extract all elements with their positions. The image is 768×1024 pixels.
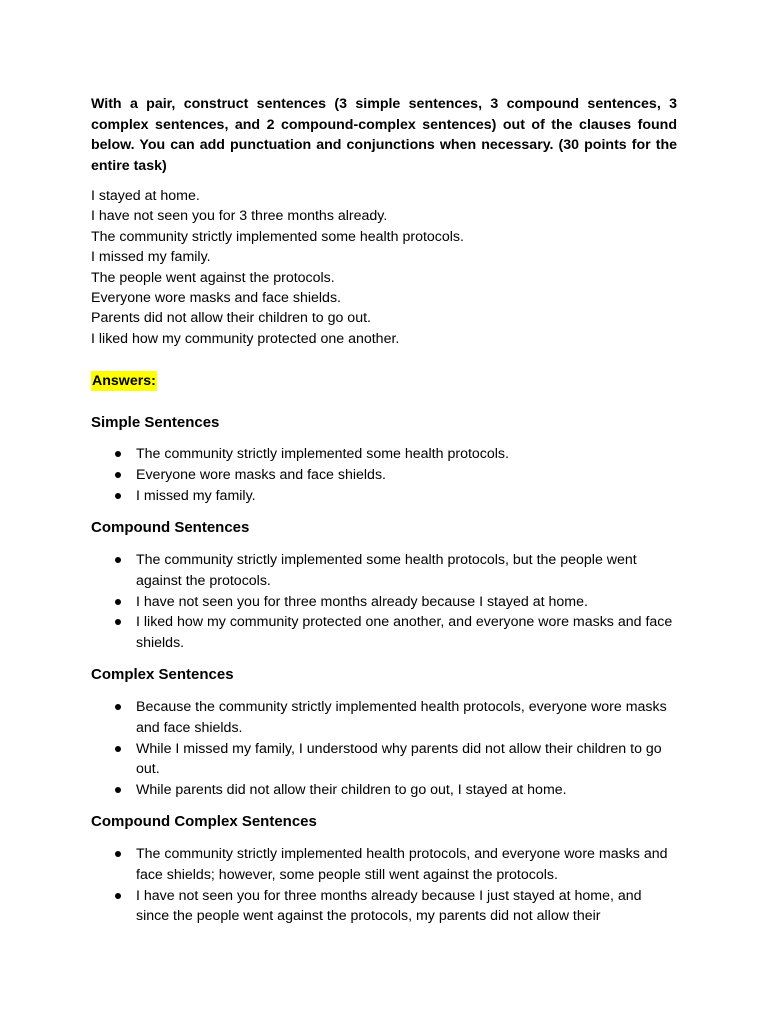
- list-item-text: I have not seen you for three months already because I stayed at home.: [136, 593, 588, 610]
- list-item-text: Everyone wore masks and face shields.: [136, 466, 386, 483]
- list-item: [91, 886, 677, 928]
- clause-item: I have not seen you for 3 three months already.: [91, 208, 388, 225]
- clause-item: I liked how my community protected one another.: [91, 330, 400, 347]
- answers-label: Answers:: [92, 373, 156, 389]
- list-item: [91, 844, 677, 886]
- clause-list: [91, 186, 677, 349]
- list-item: [91, 739, 677, 781]
- section-heading-complex: Complex Sentences: [91, 666, 234, 683]
- clause-item: I stayed at home.: [91, 188, 200, 204]
- bullet-icon: [115, 704, 121, 710]
- bullet-icon: [115, 893, 121, 899]
- list-item: [91, 612, 677, 654]
- bullet-icon: [115, 451, 121, 457]
- list-item-text: While parents did not allow their children to go out, I stayed at home.: [136, 782, 567, 799]
- list-item: [91, 550, 677, 592]
- compound-complex-sentences-list: [91, 844, 677, 927]
- complex-sentences-list: [91, 697, 677, 801]
- bullet-icon: [115, 787, 121, 793]
- list-item-text: The community strictly implemented health protocols, and everyone wore masks and face shields; however, some people still went against the protocols.: [136, 846, 668, 883]
- list-item: [91, 465, 677, 486]
- bullet-icon: [115, 851, 121, 857]
- list-item-text: I have not seen you for three months already because I just stayed at home, and since the people went against the protocols, my parents did not allow their: [136, 887, 642, 925]
- clause-item: I missed my family.: [91, 249, 211, 266]
- list-item-text: I missed my family.: [136, 487, 256, 504]
- bullet-icon: [115, 493, 121, 499]
- bullet-icon: [115, 599, 121, 605]
- clause-item: The people went against the protocols.: [91, 269, 335, 286]
- section-heading-simple: Simple Sentences: [91, 414, 220, 431]
- bullet-icon: [115, 619, 121, 625]
- list-item: [91, 486, 677, 507]
- list-item-text: Because the community strictly implemented health protocols, everyone wore masks and face shields.: [136, 699, 667, 736]
- list-item: [91, 697, 677, 739]
- bullet-icon: [115, 557, 121, 563]
- clause-item: Everyone wore masks and face shields.: [91, 289, 341, 306]
- bullet-icon: [115, 472, 121, 478]
- clause-item: Parents did not allow their children to go out.: [91, 310, 371, 327]
- clause-item: The community strictly implemented some health protocols.: [91, 228, 464, 245]
- list-item: [91, 780, 677, 801]
- section-heading-compound-complex: Compound Complex Sentences: [91, 813, 317, 830]
- list-item-text: The community strictly implemented some health protocols, but the people went against the protocols.: [136, 552, 637, 589]
- bullet-icon: [115, 746, 121, 752]
- list-item-text: I liked how my community protected one another, and everyone wore masks and face shields.: [136, 614, 673, 652]
- simple-sentences-list: [91, 444, 677, 506]
- list-item-text: While I missed my family, I understood why parents did not allow their children to go out.: [136, 740, 662, 778]
- compound-sentences-list: [91, 550, 677, 654]
- list-item: [91, 444, 677, 465]
- list-item: [91, 592, 677, 613]
- task-instructions: With a pair, construct sentences (3 simple sentences, 3 compound sentences, 3 complex sentences, and 2 compound-complex sentences) out of the clauses found below. You can add punctuation and conjunctions when necessary. (30 points for the entire task): [91, 96, 677, 174]
- section-heading-compound: Compound Sentences: [91, 519, 250, 536]
- list-item-text: The community strictly implemented some health protocols.: [136, 446, 509, 462]
